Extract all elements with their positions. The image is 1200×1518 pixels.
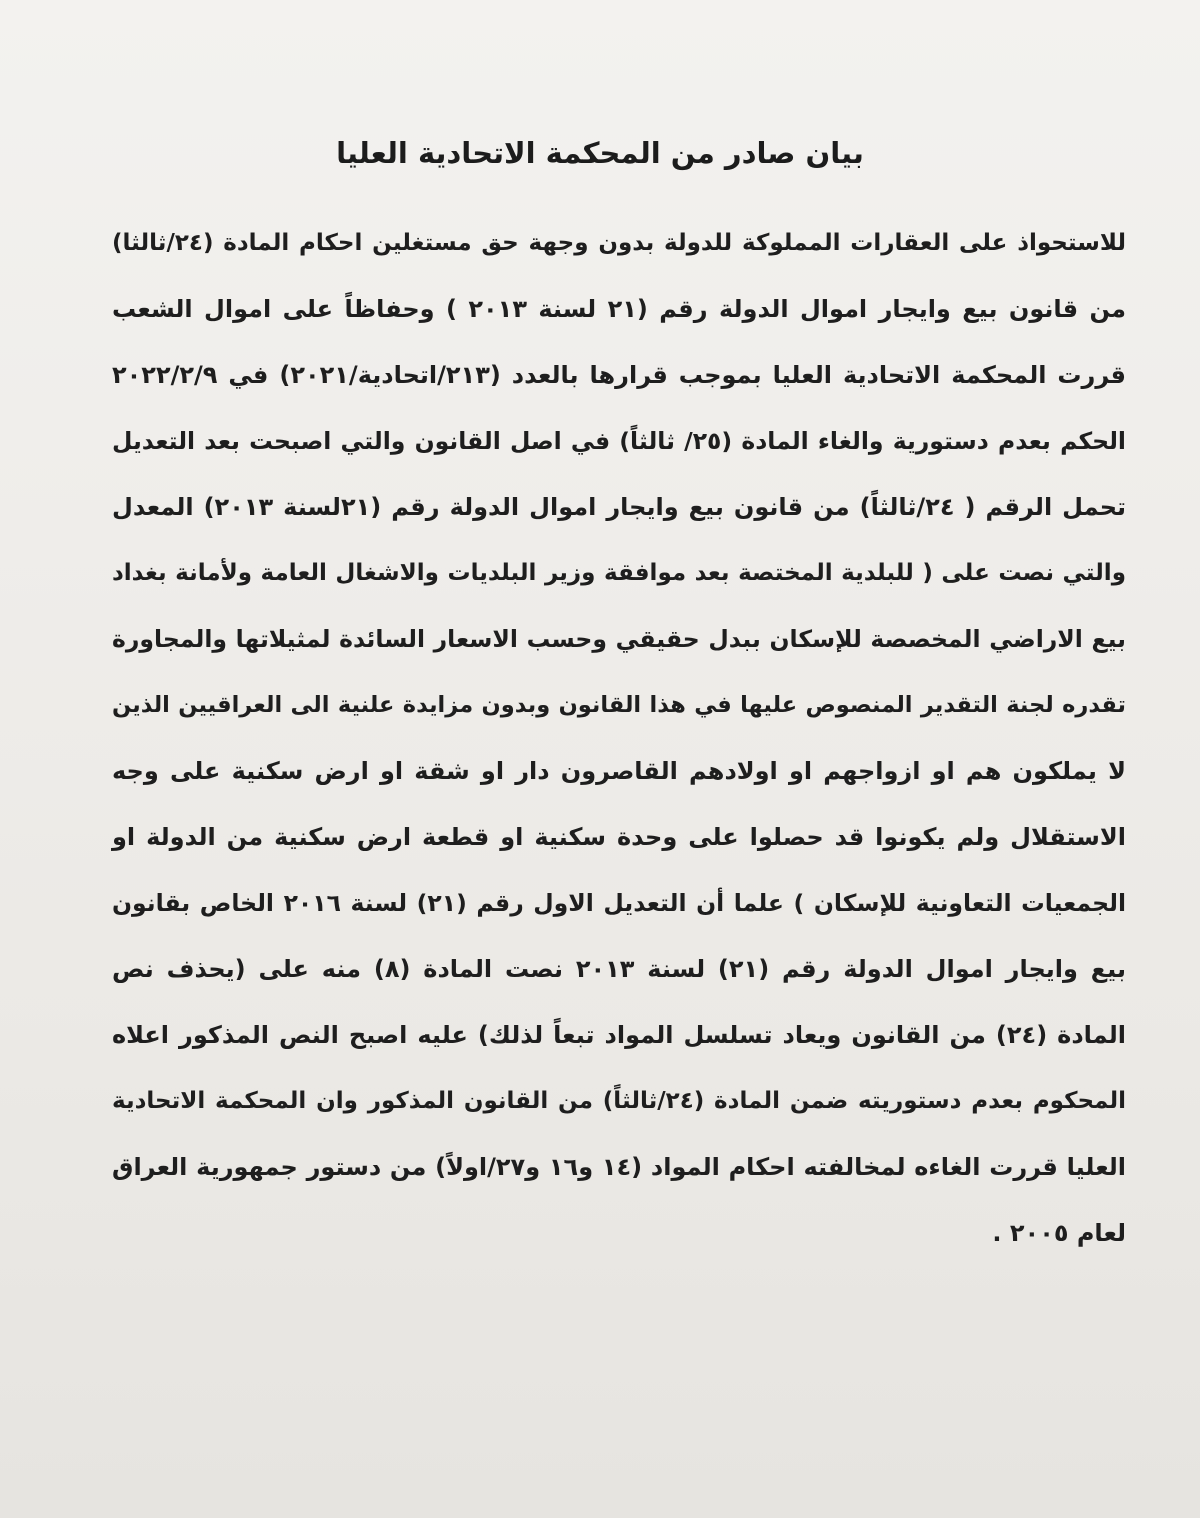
- statement-body: [112, 210, 1126, 1266]
- statement-line: تحمل الرقم ( ٢٤/ثالثاً) من قانون بيع وايجار اموال الدولة رقم (٢١لسنة ٢٠١٣) المعدل: [112, 493, 1127, 521]
- statement-title: بيان صادر من المحكمة الاتحادية العليا: [336, 136, 864, 170]
- statement-line: من قانون بيع وايجار اموال الدولة رقم (٢١ لسنة ٢٠١٣ ) وحفاظاً على اموال الشعب: [112, 295, 1126, 323]
- statement-line: العليا قررت الغاءه لمخالفته احكام المواد (١٤ و١٦ و٢٧/اولاً) من دستور جمهورية العراق: [112, 1153, 1126, 1181]
- statement-line: والتي نصت على ( للبلدية المختصة بعد موافقة وزير البلديات والاشغال العامة ولأمانة بغداد: [112, 560, 1126, 586]
- statement-line: لا يملكون هم او ازواجهم او اولادهم القاصرون دار او شقة او ارض سكنية على وجه: [112, 757, 1126, 785]
- statement-line-final: لعام ٢٠٠٥ .: [992, 1219, 1126, 1247]
- statement-line: بيع وايجار اموال الدولة رقم (٢١) لسنة ٢٠١٣ نصت المادة (٨) منه على (يحذف نص: [112, 955, 1126, 983]
- statement-line: الجمعيات التعاونية للإسكان ) علما أن التعديل الاول رقم (٢١) لسنة ٢٠١٦ الخاص بقانون: [112, 889, 1127, 917]
- statement-line: بيع الاراضي المخصصة للإسكان ببدل حقيقي وحسب الاسعار السائدة لمثيلاتها والمجاورة: [112, 625, 1126, 653]
- statement-line: للاستحواذ على العقارات المملوكة للدولة بدون وجهة حق مستغلين احكام المادة (٢٤/ثالثا): [112, 230, 1126, 256]
- statement-line: قررت المحكمة الاتحادية العليا بموجب قرارها بالعدد (٢١٣/اتحادية/٢٠٢١) في ٢٠٢٢/٢/٩: [112, 361, 1127, 389]
- statement-line: الاستقلال ولم يكونوا قد حصلوا على وحدة سكنية او قطعة ارض سكنية من الدولة او: [112, 823, 1126, 851]
- statement-line: المادة (٢٤) من القانون ويعاد تسلسل المواد تبعاً لذلك) عليه اصبح النص المذكور اعلاه: [112, 1021, 1126, 1049]
- statement-line: تقدره لجنة التقدير المنصوص عليها في هذا القانون وبدون مزايدة علنية الى العراقيين الذين: [112, 692, 1126, 718]
- statement-line: الحكم بعدم دستورية والغاء المادة (٢٥/ ثالثاً) في اصل القانون والتي اصبحت بعد التعديل: [112, 427, 1126, 455]
- statement-line: المحكوم بعدم دستوريته ضمن المادة (٢٤/ثالثاً) من القانون المذكور وان المحكمة الاتحادية: [112, 1088, 1126, 1114]
